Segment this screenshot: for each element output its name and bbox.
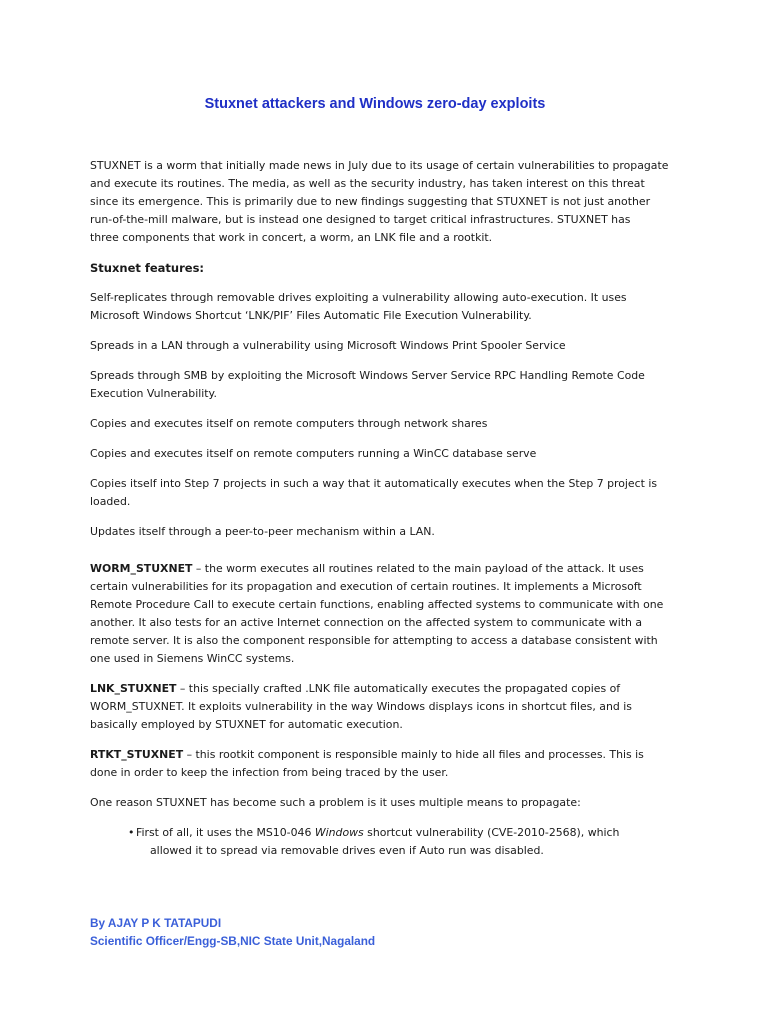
rtkt-first-text: – this rootkit component is responsible mainly to hide all files and processes. This is [183,748,644,761]
lnk-first-text: – this specially crafted .LNK file automatically executes the propagated copies of [176,682,621,695]
feature-item [90,367,690,403]
worm-first-line [90,560,690,578]
bullet-icon: • [128,826,135,839]
feature-line: Copies and executes itself on remote computers through network shares [90,417,488,430]
rtkt-line: done in order to keep the infection from being traced by the user. [90,766,449,779]
feature-line: Spreads through SMB by exploiting the Microsoft Windows Server Service RPC Handling Remote Code [90,369,645,382]
feature-item [90,415,690,433]
worm-stuxnet-paragraph [90,560,690,668]
document-page [90,0,690,1024]
feature-line: Microsoft Windows Shortcut ‘LNK/PIF’ Files Automatic File Execution Vulnerability. [90,309,532,322]
rtkt-stuxnet-term: RTKT_STUXNET [90,748,184,761]
bullet-line [128,824,668,842]
lnk-stuxnet-paragraph [90,680,690,734]
feature-line: Updates itself through a peer-to-peer mechanism within a LAN. [90,525,435,538]
bullet-item [128,824,668,860]
lnk-stuxnet-term: LNK_STUXNET [90,682,177,695]
feature-line: loaded. [90,495,131,508]
worm-stuxnet-term: WORM_STUXNET [90,562,193,575]
lnk-line: WORM_STUXNET. It exploits vulnerability in the way Windows displays icons in shortcut files, and is [90,700,632,713]
bullet-line: allowed it to spread via removable drives even if Auto run was disabled. [150,844,544,857]
rtkt-stuxnet-paragraph [90,746,690,782]
feature-item [90,289,690,325]
feature-line: Self-replicates through removable drives exploiting a vulnerability allowing auto-execution. It uses [90,291,627,304]
worm-line: certain vulnerabilities for its propagation and execution of certain routines. It implements a Microsoft [90,580,642,593]
lnk-line: basically employed by STUXNET for automatic execution. [90,718,403,731]
document-title: Stuxnet attackers and Windows zero-day exploits [204,96,546,112]
worm-line: another. It also tests for an active Internet connection on the affected system to communicate with a [90,616,643,629]
intro-paragraph [90,157,690,247]
bullet-text: shortcut vulnerability (CVE-2010-2568), which [363,826,620,839]
features-heading: Stuxnet features: [90,261,205,275]
lnk-first-line [90,680,690,698]
feature-line: Copies and executes itself on remote computers running a WinCC database serve [90,447,537,460]
bullet-italic-text: Windows [314,826,364,839]
rtkt-first-line [90,746,690,764]
worm-line: one used in Siemens WinCC systems. [90,652,295,665]
intro-line: and execute its routines. The media, as well as the security industry, has taken interest on this threat [90,177,645,190]
feature-line: Execution Vulnerability. [90,387,217,400]
author-name: By AJAY P K TATAPUDI [90,916,222,930]
feature-item [90,445,690,463]
worm-line: Remote Procedure Call to execute certain functions, enabling affected systems to communicate with one [90,598,664,611]
intro-line: STUXNET is a worm that initially made news in July due to its usage of certain vulnerabilities to propagate [90,159,669,172]
author-byline [90,914,375,950]
feature-item [90,523,690,541]
feature-line: Spreads in a LAN through a vulnerability using Microsoft Windows Print Spooler Service [90,339,566,352]
worm-line: remote server. It is also the component responsible for attempting to access a database consistent with [90,634,658,647]
worm-first-text: – the worm executes all routines related to the main payload of the attack. It uses [192,562,644,575]
feature-item [90,475,690,511]
author-role: Scientific Officer/Engg-SB,NIC State Unit,Nagaland [90,934,376,948]
feature-line: Copies itself into Step 7 projects in such a way that it automatically executes when the Step 7 project is [90,477,658,490]
intro-line: run-of-the-mill malware, but is instead one designed to target critical infrastructures. STUXNET has [90,213,631,226]
intro-line: since its emergence. This is primarily due to new findings suggesting that STUXNET is not just another [90,195,651,208]
reason-paragraph: One reason STUXNET has become such a problem is it uses multiple means to propagate: [90,796,581,809]
feature-item [90,337,690,355]
intro-line: three components that work in concert, a worm, an LNK file and a rootkit. [90,231,493,244]
bullet-text: First of all, it uses the MS10-046 [136,826,315,839]
